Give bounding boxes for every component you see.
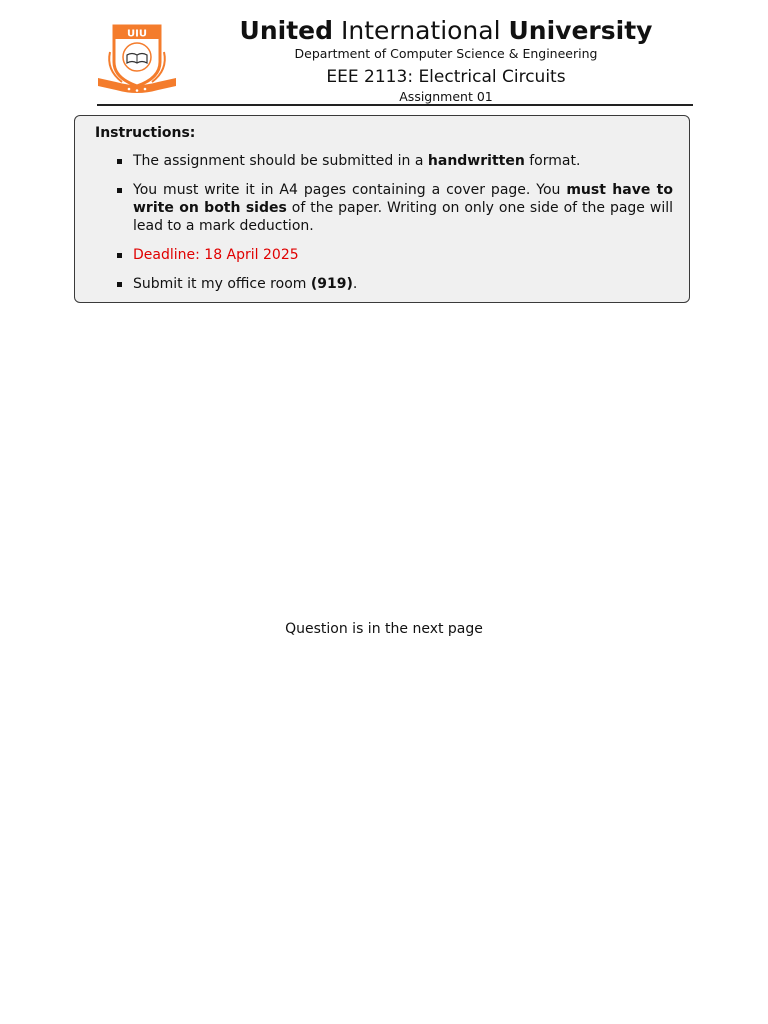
bullet-icon xyxy=(117,159,122,164)
instruction-text: You must write it in A4 pages containing a cover page. You xyxy=(133,182,567,198)
university-name-part2: International xyxy=(340,16,501,45)
university-name xyxy=(200,14,692,48)
svg-text:UIU: UIU xyxy=(127,28,147,40)
instruction-text: Submit it my office room xyxy=(133,276,311,292)
instructions-list xyxy=(115,152,673,304)
university-crest-logo xyxy=(96,22,178,96)
instruction-item xyxy=(115,152,673,170)
bullet-icon xyxy=(117,188,122,193)
header-divider xyxy=(97,104,693,106)
instruction-text: of the paper. Writing on only one side of the page will lead to a mark deduction. xyxy=(133,200,673,234)
page-header xyxy=(200,14,692,105)
deadline-text: Deadline: 18 April 2025 xyxy=(133,247,299,263)
instruction-emphasis: (919) xyxy=(310,276,353,292)
bullet-icon xyxy=(117,282,122,287)
instruction-text: The assignment should be submitted in a xyxy=(133,153,428,169)
instruction-emphasis: handwritten xyxy=(427,153,525,169)
instruction-text: . xyxy=(352,276,358,292)
instruction-item xyxy=(115,275,673,293)
next-page-note: Question is in the next page xyxy=(285,621,483,637)
instructions-title: Instructions: xyxy=(95,125,196,141)
instruction-item xyxy=(115,181,673,235)
university-name-part3: University xyxy=(508,16,653,45)
course-title: EEE 2113: Electrical Circuits xyxy=(326,67,566,87)
instruction-text: format. xyxy=(524,153,581,169)
instruction-emphasis: must have to write on both sides xyxy=(133,182,673,216)
assignment-label: Assignment 01 xyxy=(399,89,493,104)
instructions-box xyxy=(74,115,690,303)
university-name-part1: United xyxy=(239,16,334,45)
department-name: Department of Computer Science & Engineering xyxy=(294,46,598,61)
bullet-icon xyxy=(117,253,122,258)
instruction-deadline xyxy=(115,246,673,264)
